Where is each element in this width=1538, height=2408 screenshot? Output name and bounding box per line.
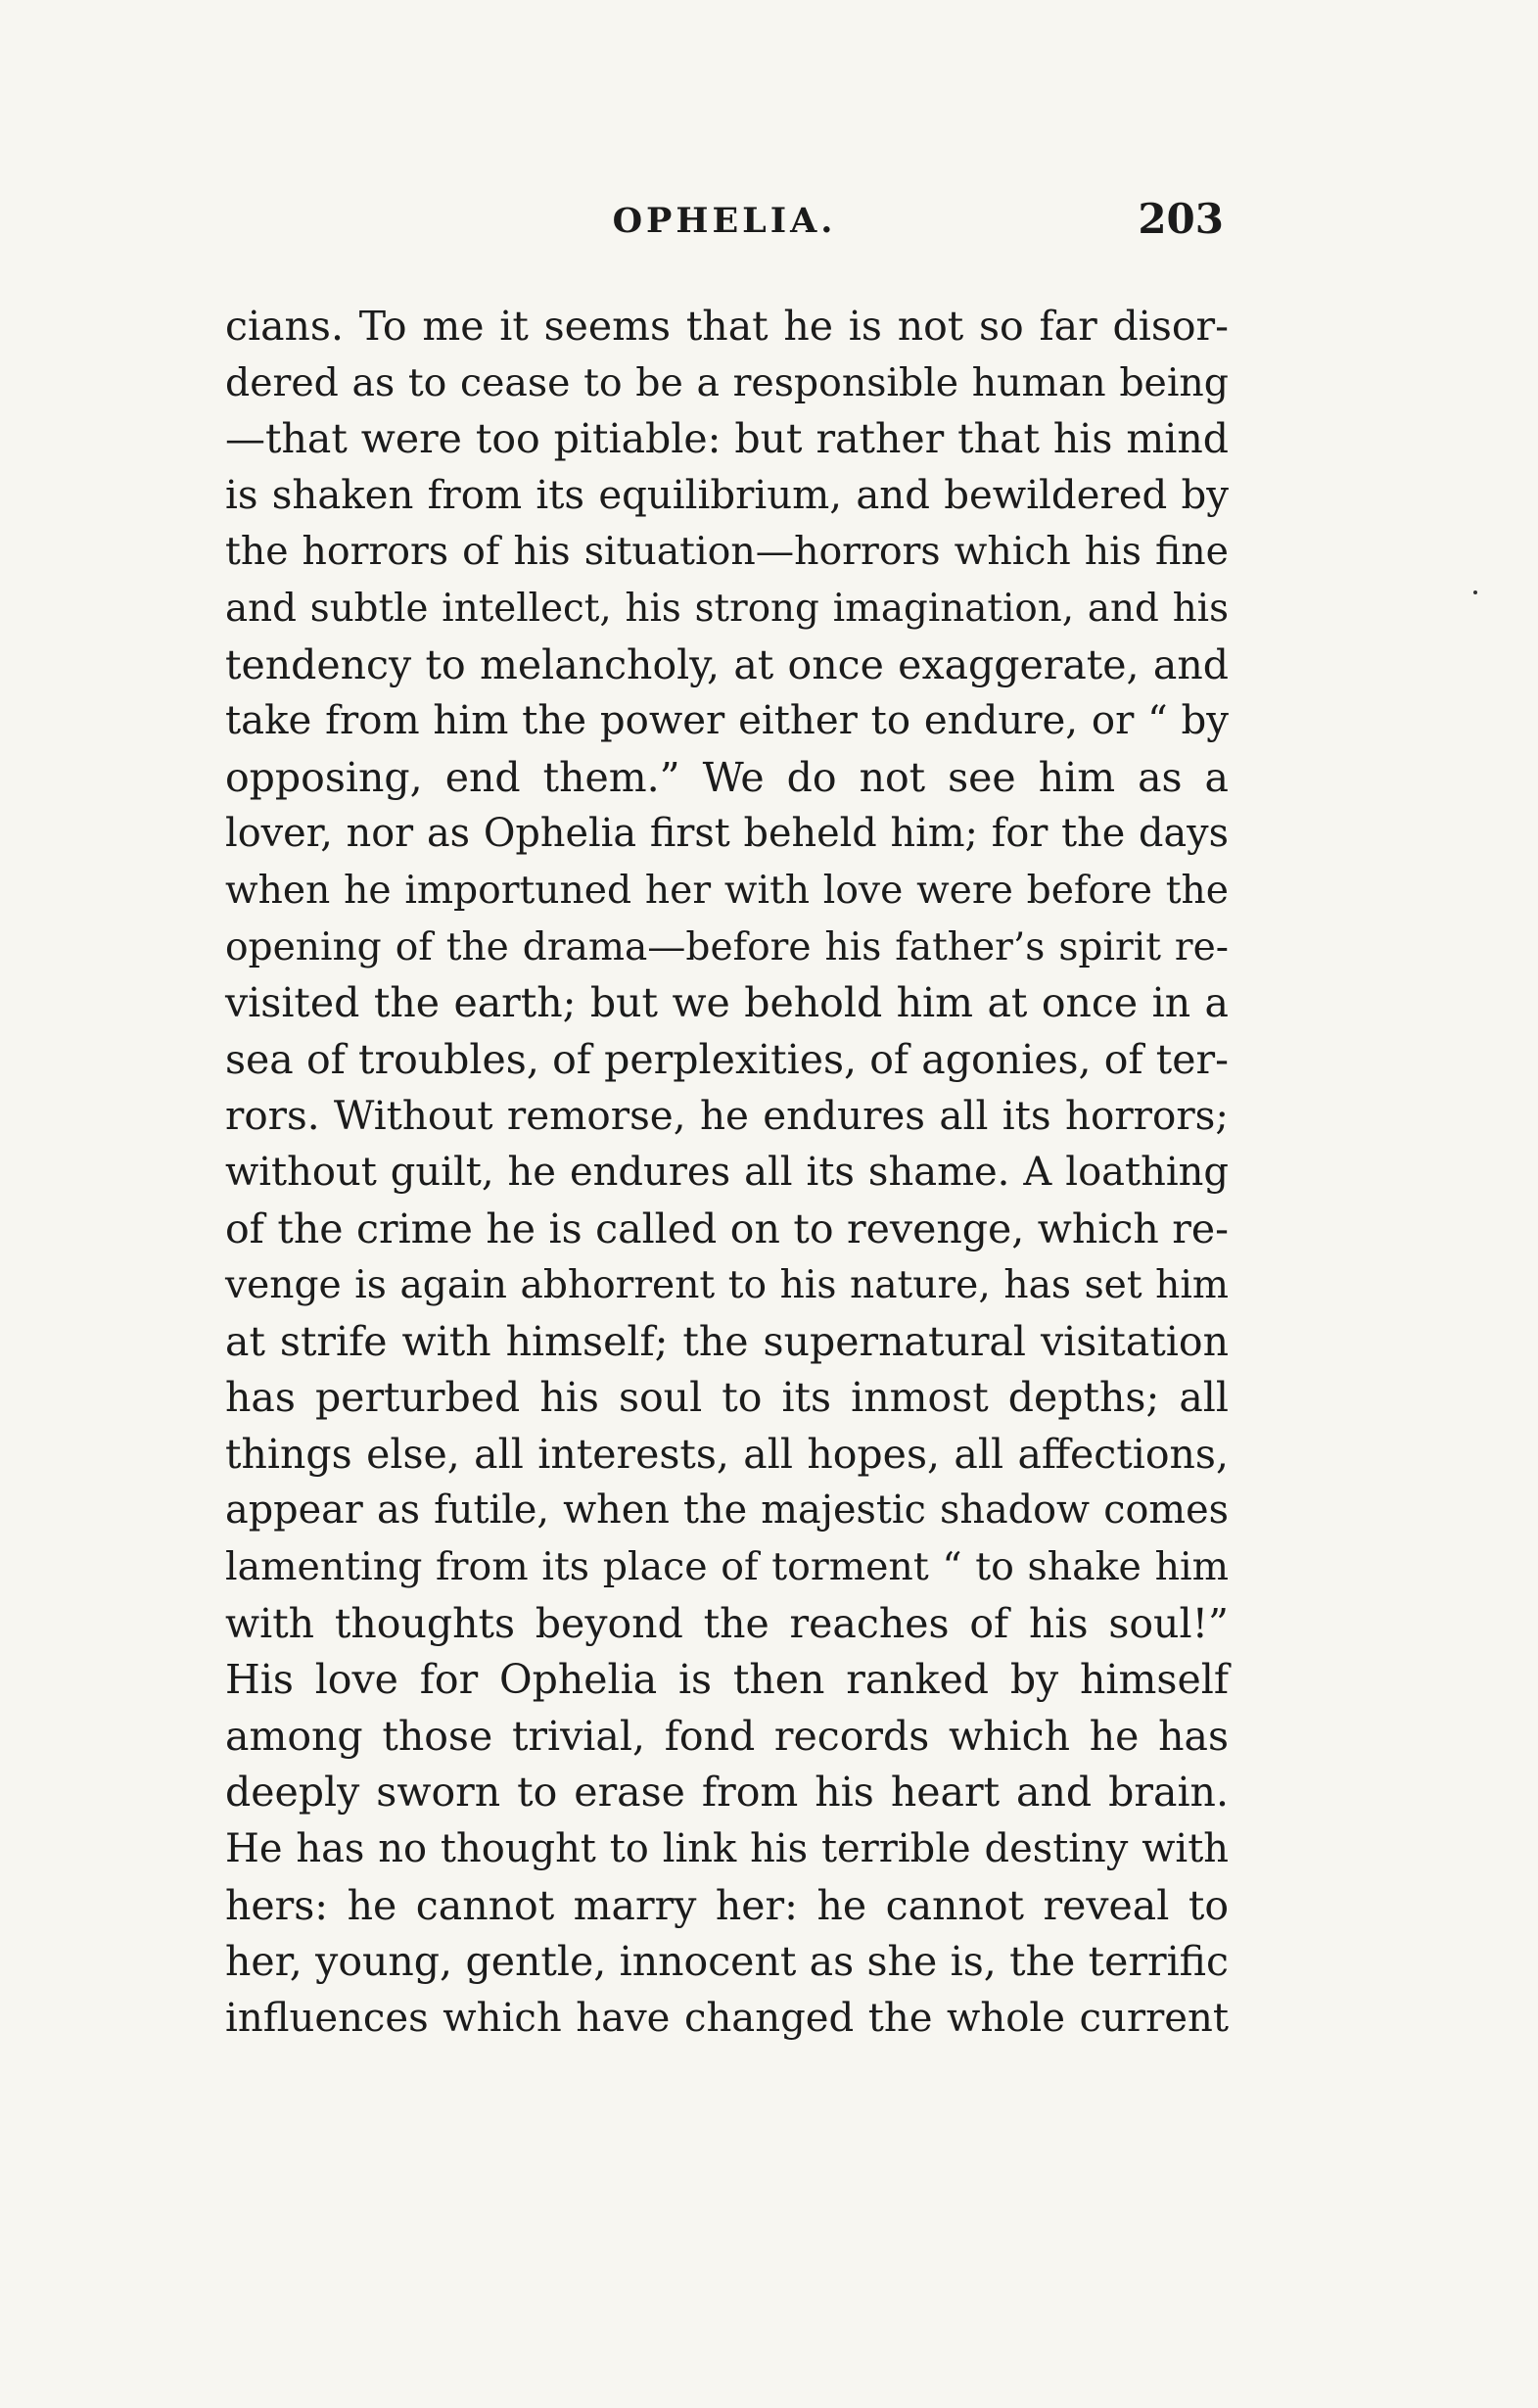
text-line: take from him the power either to endure, or “ by <box>225 698 1229 744</box>
text-line: lamenting from its place of torment “ to shake him <box>225 1544 1229 1590</box>
text-line: the horrors of his situation—horrors which his fine <box>225 529 1229 575</box>
text-line: deeply sworn to erase from his heart and brain. <box>225 1769 1229 1817</box>
text-line: influences which have changed the whole current <box>225 1995 1229 2041</box>
running-title: OPHELIA. <box>612 201 837 241</box>
text-line: her, young, gentle, innocent as she is, the terrific <box>225 1938 1229 1986</box>
text-line: visited the earth; but we behold him at once in a <box>225 979 1229 1027</box>
text-line: rors. Without remorse, he endures all its horrors; <box>225 1092 1229 1140</box>
text-line: tendency to melancholy, at once exaggerate, and <box>225 640 1229 688</box>
text-line: opening of the drama—before his father’s spirit re- <box>225 924 1229 969</box>
text-line: things else, all interests, all hopes, all affections, <box>225 1430 1229 1478</box>
text-line: without guilt, he endures all its shame. A loathing <box>225 1149 1229 1195</box>
text-line: hers: he cannot marry her: he cannot reveal to <box>225 1881 1229 1929</box>
body-text <box>225 299 1229 2047</box>
text-line: has perturbed his soul to its inmost depths; all <box>225 1374 1229 1422</box>
page-number: 203 <box>1138 195 1224 243</box>
text-line: cians. To me it seems that he is not so far disor- <box>225 303 1229 350</box>
text-line: opposing, end them.” We do not see him as a <box>225 753 1229 801</box>
text-line: is shaken from its equilibrium, and bewildered by <box>225 472 1229 518</box>
text-line: sea of troubles, of perplexities, of agonies, of ter- <box>225 1035 1229 1083</box>
text-line: of the crime he is called on to revenge, which re- <box>225 1204 1229 1252</box>
text-line: lover, nor as Ophelia first beheld him; for the days <box>225 811 1229 857</box>
text-line: dered as to cease to be a responsible human being <box>225 359 1229 405</box>
text-line: He has no thought to link his terrible destiny with <box>225 1826 1229 1872</box>
text-line: venge is again abhorrent to his nature, has set him <box>225 1263 1229 1308</box>
text-line: His love for Ophelia is then ranked by himself <box>225 1656 1229 1704</box>
text-line: at strife with himself; the supernatural visitation <box>225 1317 1229 1365</box>
text-line: —that were too pitiable: but rather that his mind <box>225 415 1229 463</box>
page-header <box>225 195 1224 269</box>
text-line: appear as futile, when the majestic shadow comes <box>225 1487 1229 1534</box>
paper-speck <box>1473 590 1477 594</box>
text-line: when he importuned her with love were before the <box>225 868 1229 913</box>
text-line: among those trivial, fond records which he has <box>225 1712 1229 1760</box>
text-line: with thoughts beyond the reaches of his soul!” <box>225 1599 1229 1647</box>
text-line: and subtle intellect, his strong imagination, and his <box>225 586 1229 631</box>
